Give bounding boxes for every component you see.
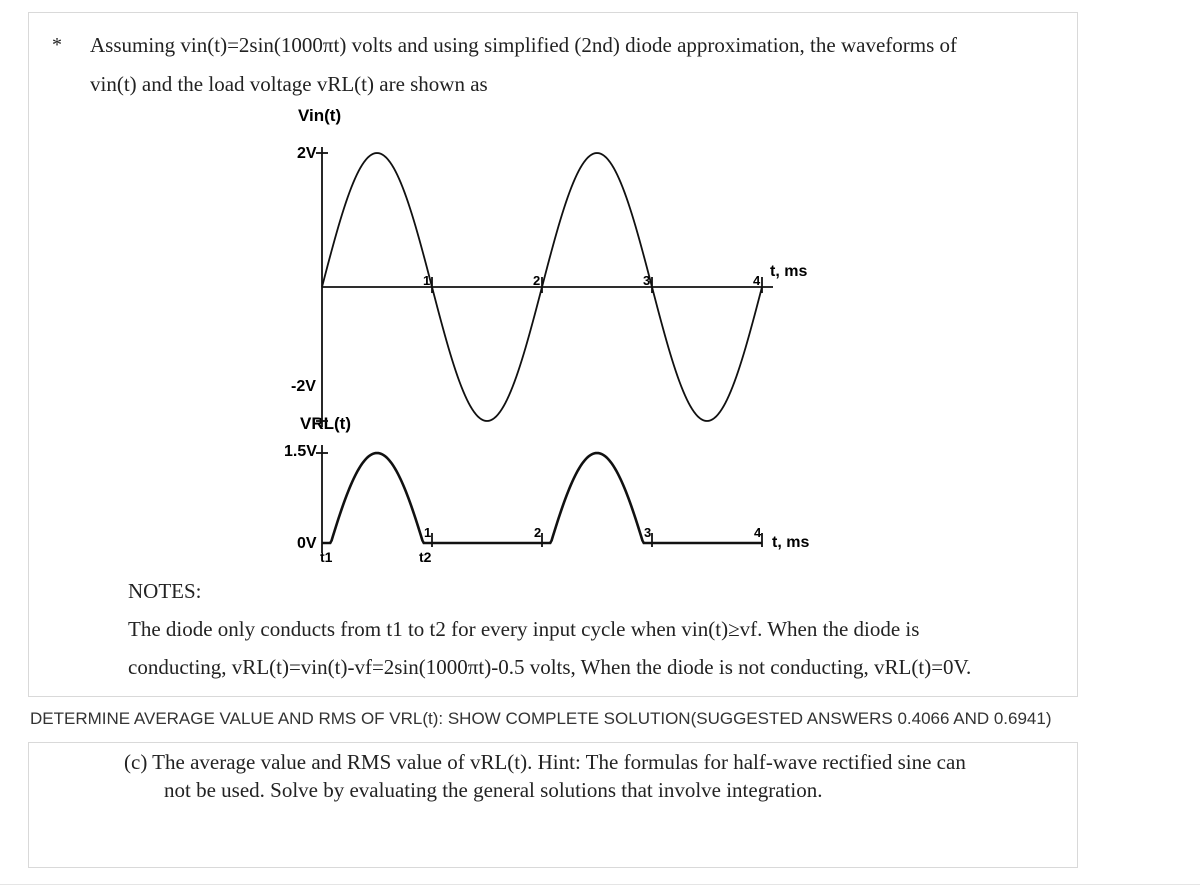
vin-xlabel: t, ms bbox=[770, 263, 808, 280]
notes-line-2: conducting, vRL(t)=vin(t)-vf=2sin(1000πt)-0.5 volts, When the diode is not conducting, vRL(t)=0V. bbox=[128, 655, 972, 679]
part-c-line-2: not be used. Solve by evaluating the general solutions that involve integration. bbox=[164, 778, 823, 802]
vin-ytick-bottom: -2V bbox=[291, 378, 316, 395]
question-line-1: Assuming vin(t)=2sin(1000πt) volts and using simplified (2nd) diode approximation, the waveforms of bbox=[90, 33, 957, 57]
vrl-ytick-zero: 0V bbox=[297, 535, 317, 552]
vrl-t2-label: t2 bbox=[419, 549, 432, 565]
required-asterisk: * bbox=[52, 34, 62, 56]
vrl-xtick-3: 3 bbox=[644, 525, 652, 540]
notes-line-1: The diode only conducts from t1 to t2 for every input cycle when vin(t)≥vf. When the diode is bbox=[128, 617, 920, 641]
notes-heading: NOTES: bbox=[128, 579, 202, 603]
vin-ytick-top: 2V bbox=[297, 145, 317, 162]
vrl-xlabel: t, ms bbox=[772, 534, 810, 551]
vin-xtick-2: 2 bbox=[533, 273, 541, 288]
vin-xtick-4: 4 bbox=[753, 273, 761, 288]
divider bbox=[0, 884, 1200, 885]
question-line-2: vin(t) and the load voltage vRL(t) are shown as bbox=[90, 72, 488, 96]
vin-ylabel: Vin(t) bbox=[298, 106, 342, 125]
task-heading: DETERMINE AVERAGE VALUE AND RMS OF VRL(t): SHOW COMPLETE SOLUTION(SUGGESTED ANSWERS 0.4066 AND 0.6941) bbox=[30, 709, 1052, 728]
vrl-series-line bbox=[322, 453, 762, 543]
vrl-xtick-1: 1 bbox=[424, 525, 432, 540]
vin-xtick-1: 1 bbox=[423, 273, 431, 288]
part-c-line-1: (c) The average value and RMS value of vRL(t). Hint: The formulas for half-wave rectified sine can bbox=[124, 750, 966, 774]
vin-xtick-3: 3 bbox=[643, 273, 651, 288]
vrl-xtick-4: 4 bbox=[754, 525, 762, 540]
vrl-t1-label: t1 bbox=[320, 549, 333, 565]
vrl-xtick-2: 2 bbox=[534, 525, 542, 540]
vrl-ytick-top: 1.5V bbox=[284, 443, 317, 460]
vrl-ylabel: VRL(t) bbox=[300, 414, 351, 433]
